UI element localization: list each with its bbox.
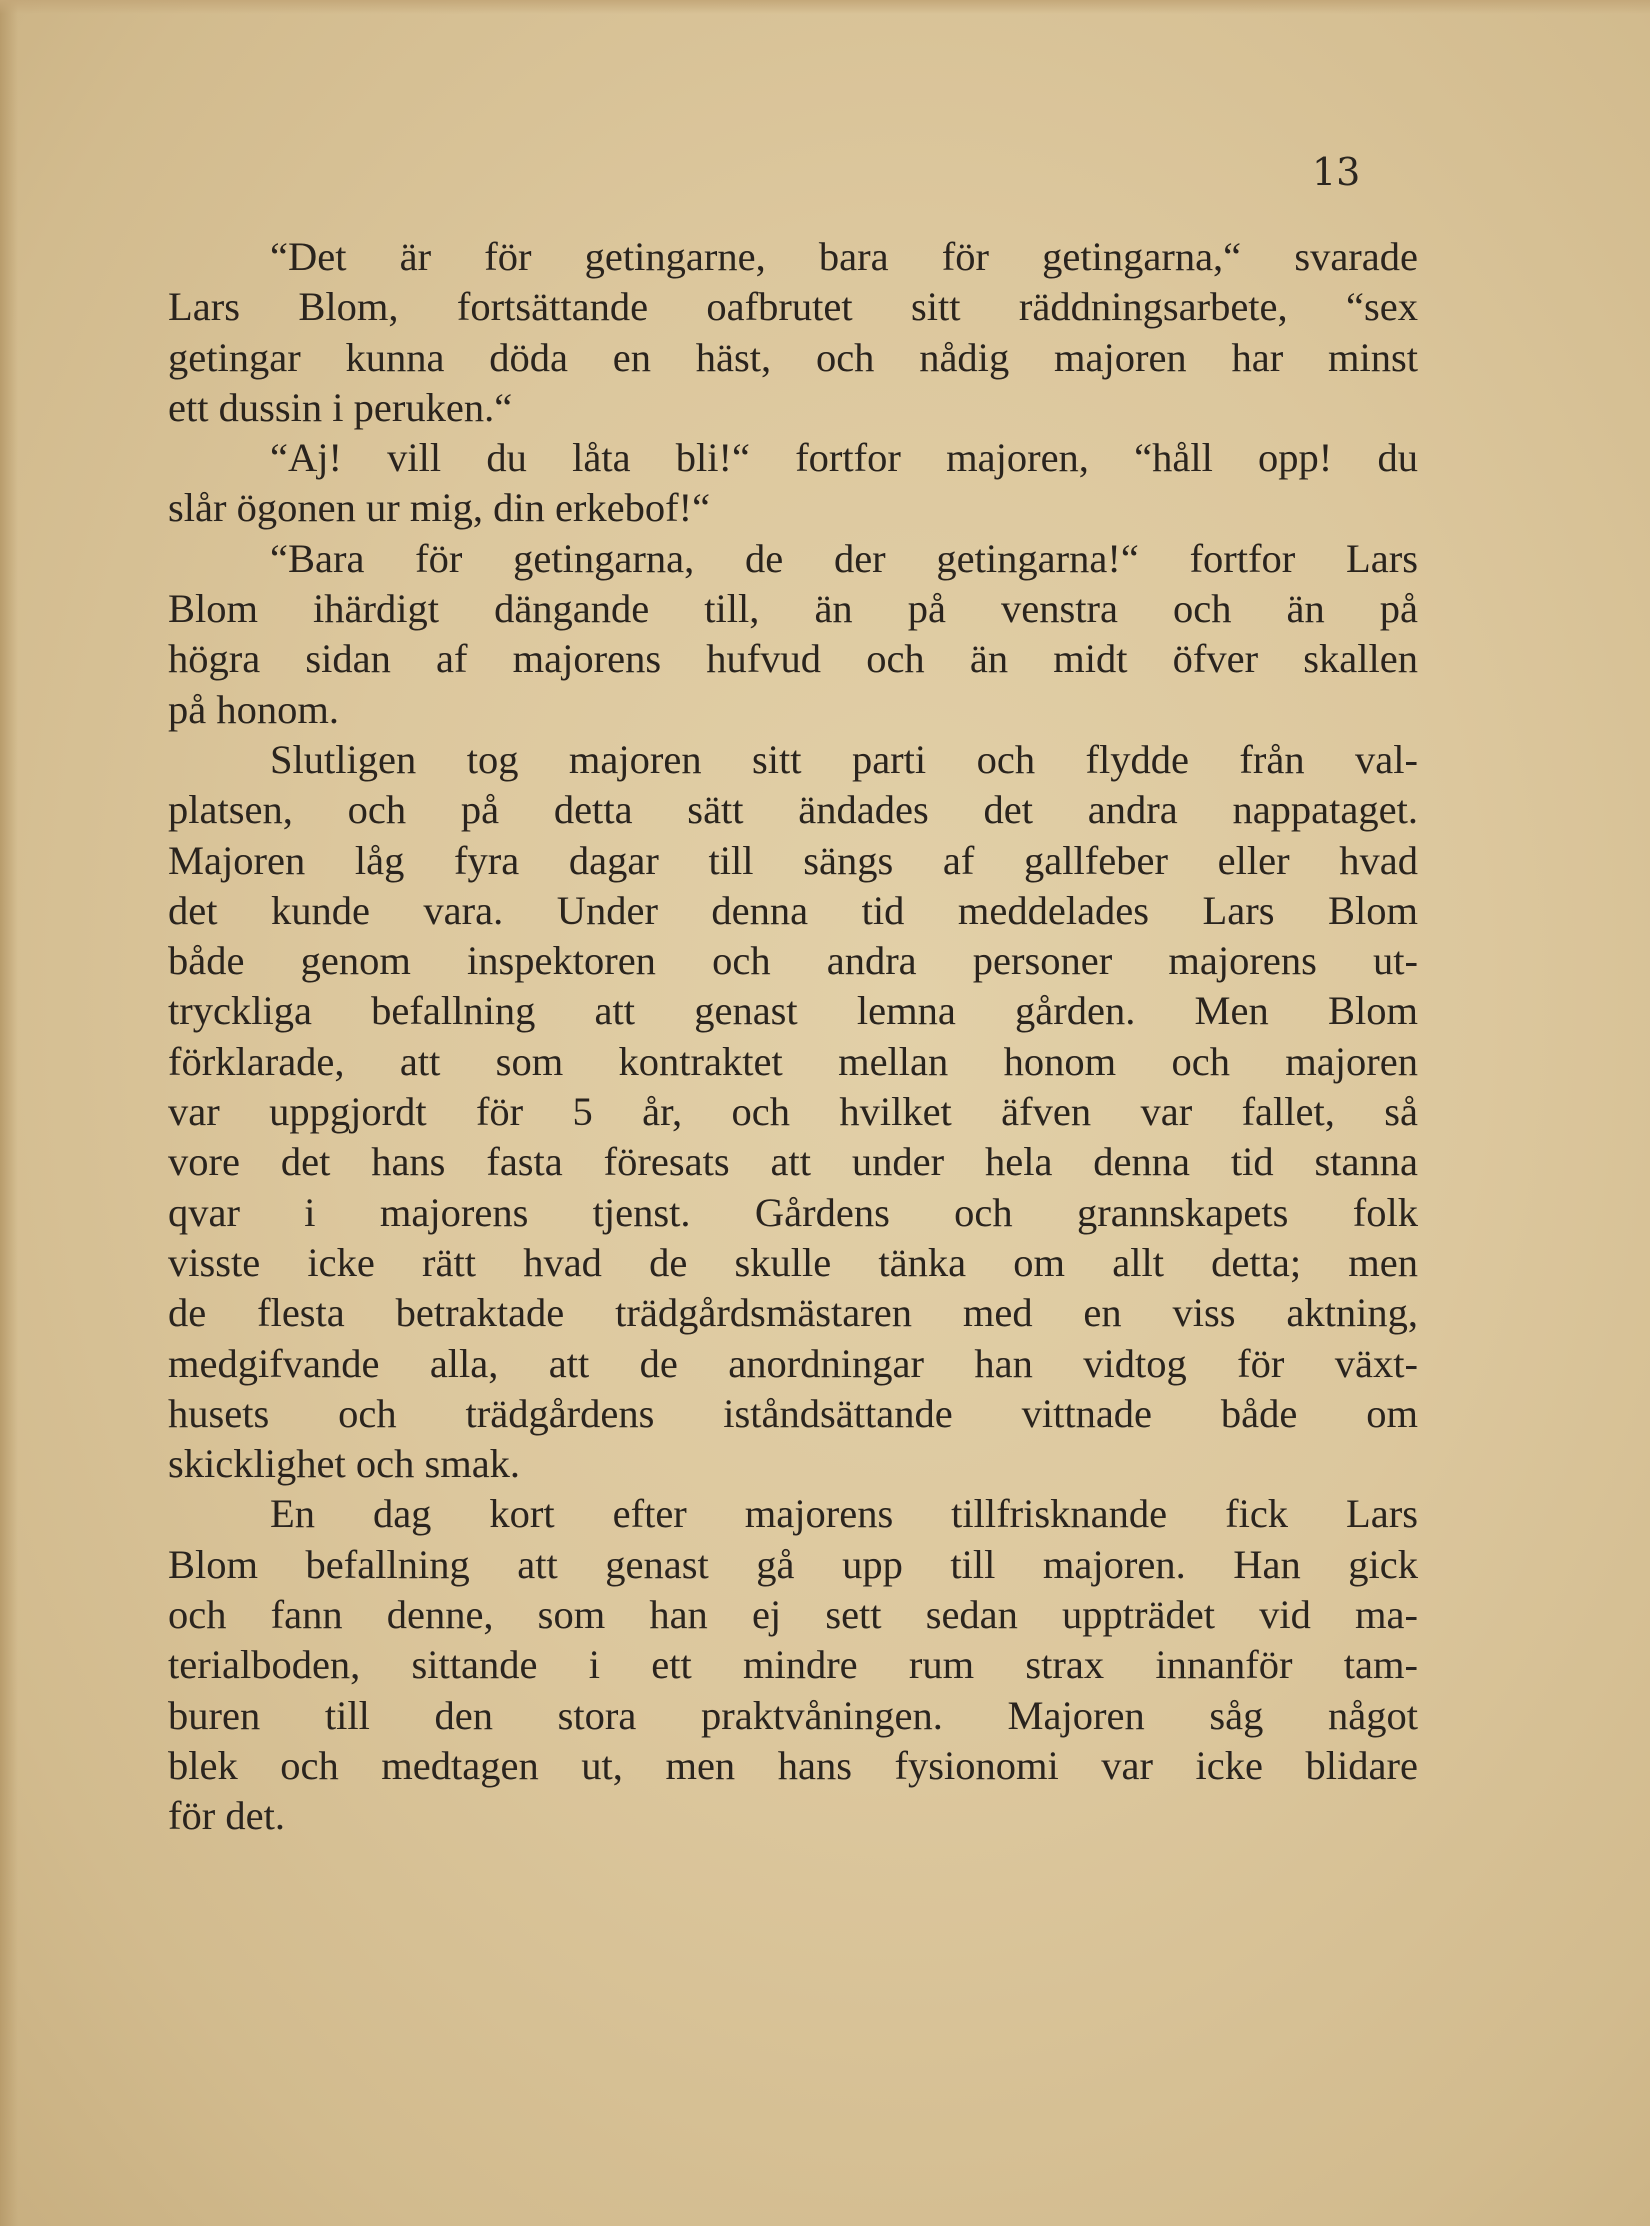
- text-line: både genom inspektoren och andra personer majorens ut-: [168, 938, 1418, 984]
- text-line: på honom.: [168, 686, 339, 732]
- text-line: En dag kort efter majorens tillfrisknande fick Lars: [270, 1491, 1418, 1537]
- text-line: ett dussin i peruken.“: [168, 384, 513, 430]
- text-line: “Aj! vill du låta bli!“ fortfor majoren, “håll opp! du: [270, 435, 1418, 481]
- page-edge-shadow-left: [0, 0, 18, 2226]
- text-line: Lars Blom, fortsättande oafbrutet sitt räddningsarbete, “sex: [168, 284, 1418, 330]
- text-line: förklarade, att som kontraktet mellan honom och majoren: [168, 1038, 1418, 1084]
- text-line: buren till den stora praktvåningen. Majoren såg något: [168, 1692, 1418, 1738]
- page-edge-shadow-top: [0, 0, 1650, 14]
- page-number: 13: [1312, 150, 1361, 194]
- text-line: platsen, och på detta sätt ändades det andra nappataget.: [168, 787, 1418, 833]
- text-line: tryckliga befallning att genast lemna gården. Men Blom: [168, 988, 1418, 1034]
- text-line: “Bara för getingarna, de der getingarna!“ fortfor Lars: [270, 535, 1418, 581]
- text-line: slår ögonen ur mig, din erkebof!“: [168, 485, 711, 531]
- text-line: “Det är för getingarne, bara för getingarna,“ svarade: [270, 234, 1418, 279]
- text-line: terialboden, sittande i ett mindre rum strax innanför tam-: [168, 1642, 1418, 1688]
- body-text: [168, 232, 1418, 1842]
- text-line: vore det hans fasta föresats att under hela denna tid stanna: [168, 1139, 1418, 1185]
- text-line: det kunde vara. Under denna tid meddelades Lars Blom: [168, 887, 1418, 933]
- text-line: qvar i majorens tjenst. Gårdens och grannskapets folk: [168, 1189, 1418, 1235]
- text-line: husets och trädgårdens iståndsättande vittnade både om: [168, 1390, 1418, 1436]
- text-line: getingar kunna döda en häst, och nådig majoren har minst: [168, 334, 1418, 380]
- text-line: de flesta betraktade trädgårdsmästaren med en viss aktning,: [168, 1290, 1418, 1336]
- text-line: högra sidan af majorens hufvud och än midt öfver skallen: [168, 636, 1418, 682]
- text-line: Majoren låg fyra dagar till sängs af gallfeber eller hvad: [168, 837, 1418, 883]
- text-line: för det.: [168, 1793, 285, 1839]
- text-line: Blom befallning att genast gå upp till majoren. Han gick: [168, 1541, 1418, 1587]
- text-line: skicklighet och smak.: [168, 1441, 521, 1487]
- text-line: och fann denne, som han ej sett sedan uppträdet vid ma-: [168, 1592, 1418, 1638]
- text-line: var uppgjordt för 5 år, och hvilket äfven var fallet, så: [168, 1089, 1418, 1135]
- text-line: blek och medtagen ut, men hans fysionomi var icke blidare: [168, 1742, 1418, 1788]
- text-line: Slutligen tog majoren sitt parti och flydde från val-: [270, 736, 1418, 782]
- text-line: visste icke rätt hvad de skulle tänka om allt detta; men: [168, 1239, 1418, 1285]
- text-line: Blom ihärdigt dängande till, än på venstra och än på: [168, 586, 1418, 632]
- text-line: medgifvande alla, att de anordningar han vidtog för växt-: [168, 1340, 1418, 1386]
